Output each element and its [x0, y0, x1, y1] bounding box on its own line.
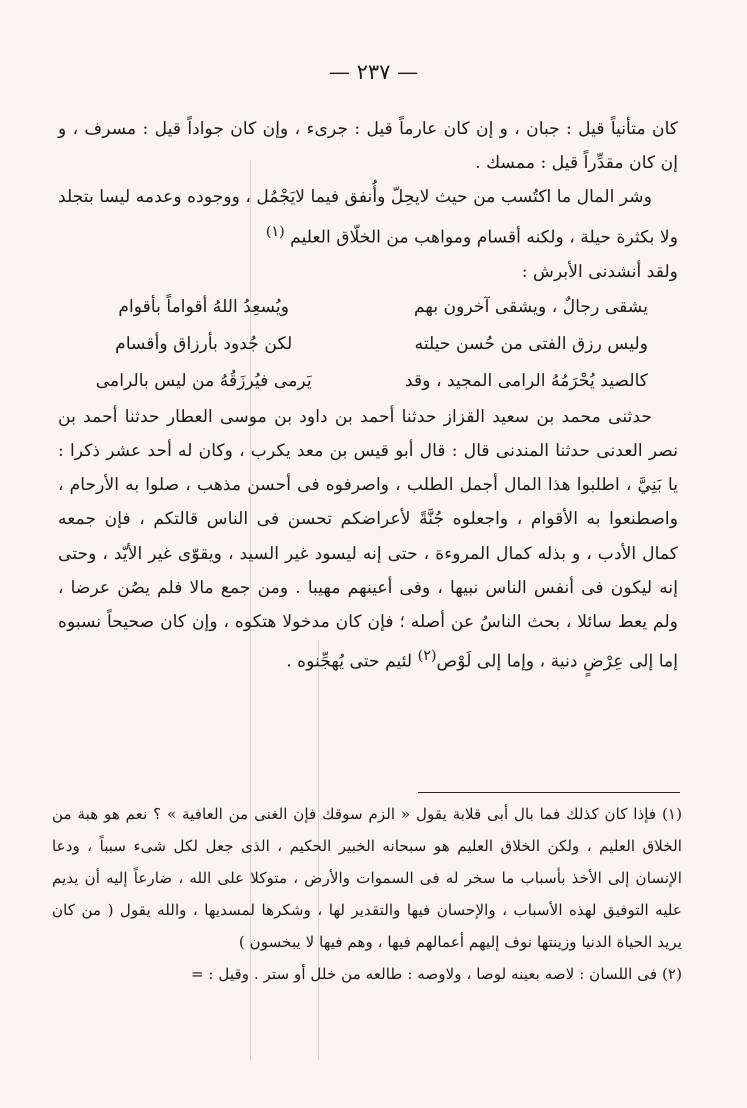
- footnote-2: (٢) فى اللسان : لاصه بعينه لوصا ، ولاوصه : طالعه من خلل أو ستر . وقيل : =: [190, 965, 682, 983]
- main-text: [58, 112, 678, 679]
- footnote-1: (١) فإذا كان كذلك فما بال أبى قلابة يقول « الزم سوقك فإن الغنى من العافية » ؟ نعم هو هبة من الخلاق العليم ، ولكن الخلاق العليم هو سبحانه الخبير الحكيم ، الذى جعل لكل شىء سبباً ، ودعا الإنسان إلى الأخذ بأسباب ما سخر له فى السموات والأرض ، متوكلا على الله ، ضارعاً إليه أن يديم عليه التوفيق لهذه الأسباب ، والإحسان فيها والتقدير لها ، وشكرها لمسديها ، والله يقول ( من كان يريد الحياة الدنيا وزينتها نوف إليهم أعمالهم فيها ، وهم فيها لا يبخسون ): [52, 805, 682, 951]
- page-number: — ٢٣٧ —: [328, 60, 419, 84]
- poem-line: [58, 363, 678, 400]
- paragraph-1: كان متأنياً قيل : جبان ، و إن كان عارماً قيل : جرىء ، وإن كان جواداً قيل : مسرف ، و إن كان مقدِّراً قيل : ممسك .: [58, 119, 678, 174]
- poem-line: [58, 289, 678, 326]
- paragraph-2-text: وشر المال ما اكتُسب من حيث لايحِلّ وأُنفق فيما لايَجْمُل ، ووجوده وعدمه ليسا بتجلد ولا بكثرة حيلة ، ولكنه أقسام ومواهب من الخلّاق العليم: [58, 187, 678, 248]
- poem-line: [58, 326, 678, 363]
- footnote-mark-2: (٢): [417, 648, 437, 665]
- poem-hemistich-second: لكن جُدود بأرزاق وأقسام: [115, 333, 293, 354]
- paragraph-4: [58, 400, 678, 679]
- paragraph-3: ولقد أنشدنى الأبرش :: [521, 261, 678, 282]
- poem-hemistich-second: يَرمى فيُرزَقُهُ من ليس بالرامى: [95, 370, 312, 391]
- footnote-mark-1: (١): [265, 223, 285, 240]
- poem-hemistich-second: ويُسعِدُ اللهُ أقواماً بأقوام: [118, 296, 290, 317]
- poem: [58, 289, 678, 400]
- paragraph-2: [58, 180, 678, 254]
- scan-line: [250, 160, 251, 1060]
- footnote-divider: [418, 792, 680, 793]
- footnotes: [52, 798, 682, 990]
- paragraph-4-end: لئيم حتى يُهجِّنوه .: [286, 651, 413, 672]
- paragraph-4-text: حدثنى محمد بن سعيد القزاز حدثنا أحمد بن داود بن موسى العطار حدثنا أحمد بن نصر العدنى حدثنا المندنى قال : قال أبو قيس بن معد يكرب ، وكان له أحد عشر ذكرا : يا بَنِيَّ ، اطلبوا هذا المال أجمل الطلب ، واصرفوه فى أحسن مذهب ، صلوا به الأرحام ، واصطنعوا به الأقوام ، واجعلوه جُنَّةً لأعراضكم تحسن فى الناس قالتكم ، فإن جمعه كمال الأدب ، و بذله كمال المروءة ، حتى إنه ليسود غير السيد ، ويقوّى غير الأيّد ، وحتى إنه ليكون فى أنفس الناس نبيها ، وفى أعينهم مهيبا . ومن جمع مالا فلم يصُن عرضا ، ولم يعط سائلا ، بحث الناسُ عن أصله ؛ فإن كان مدخولا هتكوه ، وإن كان صحيحاً نسبوه إما إلى عِرْضٍ دنية ، وإما إلى لَوْص: [58, 406, 678, 672]
- poem-hemistich-first: وليس رزق الفتى من حُسن حيلته: [414, 333, 648, 354]
- poem-hemistich-first: كالصيد يُحْرَمُهُ الرامى المجيد ، وقد: [404, 370, 648, 391]
- scan-line: [318, 640, 319, 1060]
- poem-hemistich-first: يشقى رجالٌ ، ويشقى آخرون بهم: [413, 296, 648, 317]
